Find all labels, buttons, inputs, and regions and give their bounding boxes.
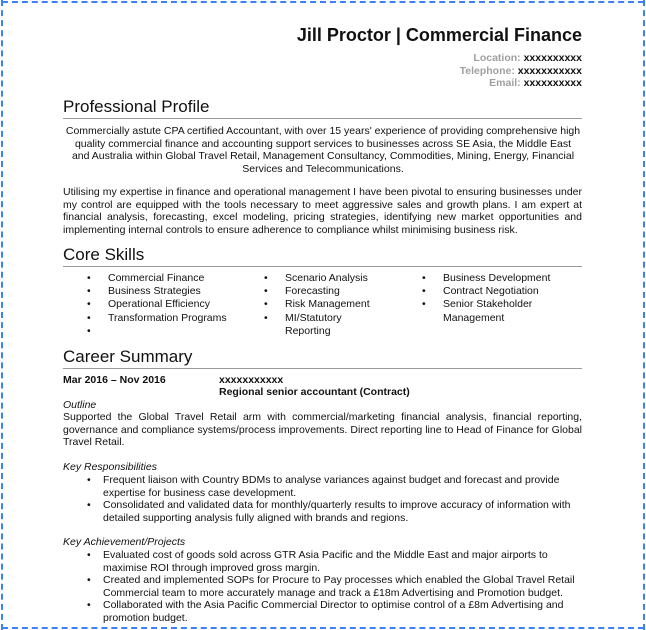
skills-column-1	[87, 272, 247, 338]
page-border-right	[643, 0, 645, 630]
page-border-top	[2, 1, 644, 3]
email-label: Email:	[489, 77, 521, 89]
achievements-list	[63, 549, 582, 625]
profile-expertise: Utilising my expertise in finance and operational management I have been pivotal to ensuring businesses under my control are equipped with the tools necessary to meet aggressive sales and growth plans. I am expert at financial analysis, forecasting, excel modeling, pricing strategies, identifying new market opportunities and implementing internal controls to ensure adherence to compliance whilst minimising business risk.	[63, 186, 582, 236]
responsibilities-label: Key Responsibilities	[63, 461, 157, 473]
skill-item: • Risk Management	[264, 298, 404, 311]
career-heading: Career Summary	[63, 347, 582, 369]
skill-item: • MI/Statutory Reporting	[264, 312, 365, 338]
job-role: Regional senior accountant (Contract)	[219, 386, 410, 398]
responsibilities-list	[63, 474, 582, 524]
skills-heading: Core Skills	[63, 245, 582, 267]
list-item: • Consolidated and validated data for monthly/quarterly results to improve accuracy of information with detailed supporting analysis fully aligned with brands and regions.	[63, 499, 582, 524]
contact-email	[489, 77, 582, 89]
achievements-label: Key Achievement/Projects	[63, 536, 186, 548]
list-item: • Evaluated cost of goods sold across GTR Asia Pacific and the Middle East and major airports to maximise ROI through improved gross margin.	[63, 549, 582, 574]
list-item: • Frequent liaison with Country BDMs to analyse variances against budget and forecast and provide expertise for business case development.	[63, 474, 582, 499]
skill-item: • Scenario Analysis	[264, 272, 404, 285]
skill-item: • Senior Stakeholder Management	[422, 298, 553, 324]
telephone-label: Telephone:	[459, 65, 515, 77]
skill-item: • Business Development	[422, 272, 572, 285]
job-company: xxxxxxxxxxx	[219, 374, 284, 386]
location-label: Location:	[473, 52, 521, 64]
page-border-bottom	[2, 627, 644, 629]
profile-summary: Commercially astute CPA certified Accountant, with over 15 years' experience of providing comprehensive high quality commercial finance and accounting support services to businesses across SE Asia, the Middle East and Australia within Global Travel Retail, Management Consultancy, Commodities, Mining, Energy, Financial Services and Telecommunications.	[65, 125, 581, 175]
skill-item: • Business Strategies	[87, 285, 247, 298]
skill-item: • Operational Efficiency	[87, 298, 247, 311]
job-dates: Mar 2016 – Nov 2016	[63, 374, 166, 386]
skill-item: • Transformation Programs	[87, 312, 247, 325]
list-item: • Collaborated with the Asia Pacific Commercial Director to optimise control of a £8m Advertising and promotion budget.	[63, 599, 582, 624]
skills-column-2	[264, 272, 404, 338]
skill-item-empty	[87, 325, 247, 338]
outline-label: Outline	[63, 399, 97, 411]
email-value: xxxxxxxxxx	[523, 77, 582, 89]
location-value: xxxxxxxxxx	[523, 52, 582, 64]
skill-item: • Commercial Finance	[87, 272, 247, 285]
skill-item: • Contract Negotiation	[422, 285, 572, 298]
candidate-name: Jill Proctor | Commercial Finance	[296, 25, 582, 45]
skills-column-3	[422, 272, 572, 325]
profile-heading: Professional Profile	[63, 97, 582, 119]
outline-text: Supported the Global Travel Retail arm with commercial/marketing financial analysis, financial reporting, governance and compliance systems/process improvements. Direct reporting line to Head of Finance for Global Travel Retail.	[63, 411, 582, 449]
list-item: • Created and implemented SOPs for Procure to Pay processes which enabled the Global Travel Retail Commercial team to more accurately manage and track a £18m Advertising and Promotion budget.	[63, 574, 582, 599]
skill-item: • Forecasting	[264, 285, 404, 298]
telephone-value: xxxxxxxxxxx	[517, 65, 582, 77]
page-border-left	[1, 0, 3, 630]
contact-telephone	[460, 65, 582, 77]
contact-location	[473, 52, 582, 64]
